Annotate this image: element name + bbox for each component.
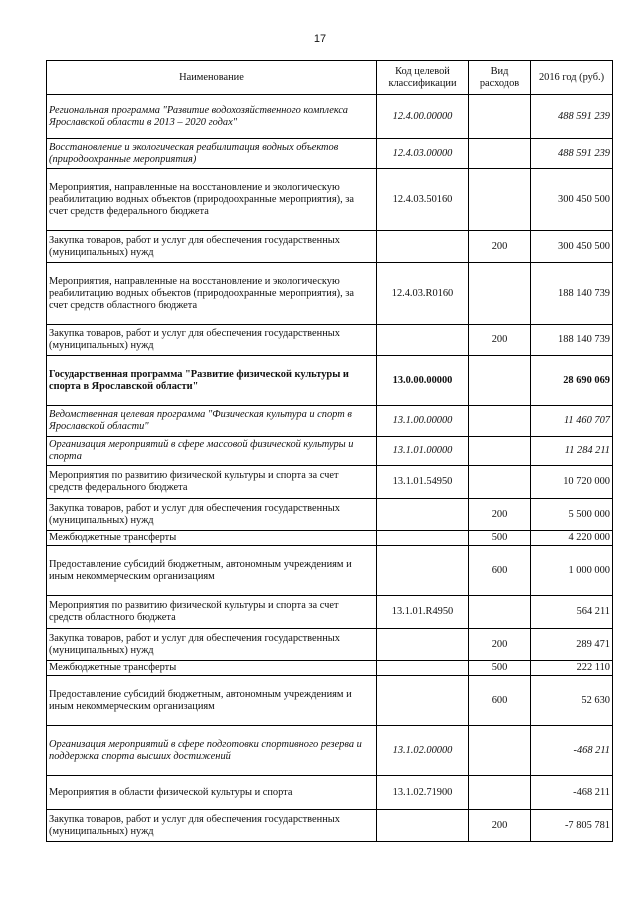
row-type: 200 — [469, 810, 531, 842]
table-row — [47, 499, 613, 531]
row-name: Ведомственная целевая программа "Физическая культура и спорт в Ярославской области" — [47, 406, 377, 437]
table-row — [47, 676, 613, 726]
page-number: 17 — [313, 33, 327, 45]
row-code: 12.4.03.00000 — [377, 139, 469, 169]
row-amount: -7 805 781 — [531, 810, 613, 842]
row-name: Закупка товаров, работ и услуг для обеспечения государственных (муниципальных) нужд — [47, 629, 377, 661]
row-name: Межбюджетные трансферты — [47, 531, 377, 546]
row-amount: 11 284 211 — [531, 437, 613, 466]
row-type — [469, 95, 531, 139]
row-name: Мероприятия в области физической культуры и спорта — [47, 776, 377, 810]
row-amount: 488 591 239 — [531, 139, 613, 169]
table-row — [47, 531, 613, 546]
row-amount: 28 690 069 — [531, 356, 613, 406]
header-type: Вид расходов — [469, 61, 531, 95]
table-row — [47, 546, 613, 596]
row-type: 200 — [469, 499, 531, 531]
row-code: 12.4.03.50160 — [377, 169, 469, 231]
table-row — [47, 726, 613, 776]
row-amount: 188 140 739 — [531, 325, 613, 356]
table-row — [47, 356, 613, 406]
row-type — [469, 263, 531, 325]
header-amount: 2016 год (руб.) — [531, 61, 613, 95]
row-name: Закупка товаров, работ и услуг для обеспечения государственных (муниципальных) нужд — [47, 325, 377, 356]
row-type: 500 — [469, 531, 531, 546]
row-code — [377, 325, 469, 356]
row-type — [469, 726, 531, 776]
row-amount: -468 211 — [531, 726, 613, 776]
row-code — [377, 531, 469, 546]
table-row — [47, 437, 613, 466]
table-row — [47, 139, 613, 169]
row-type: 200 — [469, 629, 531, 661]
table-row — [47, 325, 613, 356]
table-header — [47, 61, 613, 95]
row-code: 13.1.01.54950 — [377, 466, 469, 499]
row-name: Предоставление субсидий бюджетным, автономным учреждениям и иным некоммерческим организациям — [47, 546, 377, 596]
row-amount: 188 140 739 — [531, 263, 613, 325]
row-code: 13.1.02.00000 — [377, 726, 469, 776]
row-type — [469, 139, 531, 169]
table-row — [47, 231, 613, 263]
row-code: 12.4.03.R0160 — [377, 263, 469, 325]
row-amount: 222 110 — [531, 661, 613, 676]
row-name: Мероприятия, направленные на восстановление и экологическую реабилитацию водных объектов (природоохранные мероприятия), за счет средств федерального бюджета — [47, 169, 377, 231]
row-code: 13.1.01.R4950 — [377, 596, 469, 629]
table-row — [47, 466, 613, 499]
table-row — [47, 810, 613, 842]
table-row — [47, 629, 613, 661]
row-code — [377, 629, 469, 661]
row-name: Восстановление и экологическая реабилитация водных объектов (природоохранные мероприятия) — [47, 139, 377, 169]
table-row — [47, 263, 613, 325]
row-type — [469, 406, 531, 437]
row-code — [377, 810, 469, 842]
row-type — [469, 356, 531, 406]
row-amount: 289 471 — [531, 629, 613, 661]
table-row — [47, 596, 613, 629]
row-name: Мероприятия по развитию физической культуры и спорта за счет средств областного бюджета — [47, 596, 377, 629]
row-amount: 10 720 000 — [531, 466, 613, 499]
row-name: Организация мероприятий в сфере подготовки спортивного резерва и поддержка спорта высших достижений — [47, 726, 377, 776]
row-amount: 5 500 000 — [531, 499, 613, 531]
row-type: 200 — [469, 231, 531, 263]
table-row — [47, 776, 613, 810]
table-row — [47, 661, 613, 676]
row-code — [377, 661, 469, 676]
row-type: 600 — [469, 546, 531, 596]
header-name: Наименование — [47, 61, 377, 95]
row-name: Закупка товаров, работ и услуг для обеспечения государственных (муниципальных) нужд — [47, 810, 377, 842]
row-amount: 52 630 — [531, 676, 613, 726]
header-code: Код целевой классификации — [377, 61, 469, 95]
row-name: Мероприятия, направленные на восстановление и экологическую реабилитацию водных объектов (природоохранные мероприятия), за счет средств областного бюджета — [47, 263, 377, 325]
row-code — [377, 499, 469, 531]
row-code — [377, 231, 469, 263]
row-name: Предоставление субсидий бюджетным, автономным учреждениям и иным некоммерческим организациям — [47, 676, 377, 726]
row-amount: -468 211 — [531, 776, 613, 810]
row-code: 13.1.01.00000 — [377, 437, 469, 466]
row-type: 600 — [469, 676, 531, 726]
row-amount: 4 220 000 — [531, 531, 613, 546]
row-name: Государственная программа "Развитие физической культуры и спорта в Ярославской области" — [47, 356, 377, 406]
row-name: Организация мероприятий в сфере массовой физической культуры и спорта — [47, 437, 377, 466]
table-row — [47, 95, 613, 139]
row-type: 200 — [469, 325, 531, 356]
row-code: 13.1.00.00000 — [377, 406, 469, 437]
row-amount: 300 450 500 — [531, 169, 613, 231]
row-amount: 488 591 239 — [531, 95, 613, 139]
table-row — [47, 169, 613, 231]
row-name: Межбюджетные трансферты — [47, 661, 377, 676]
row-code: 12.4.00.00000 — [377, 95, 469, 139]
row-code: 13.0.00.00000 — [377, 356, 469, 406]
row-name: Закупка товаров, работ и услуг для обеспечения государственных (муниципальных) нужд — [47, 499, 377, 531]
row-code — [377, 676, 469, 726]
row-amount: 1 000 000 — [531, 546, 613, 596]
budget-table — [46, 60, 613, 842]
row-type — [469, 169, 531, 231]
table-body — [47, 95, 613, 842]
row-type — [469, 437, 531, 466]
row-type: 500 — [469, 661, 531, 676]
row-type — [469, 776, 531, 810]
row-name: Закупка товаров, работ и услуг для обеспечения государственных (муниципальных) нужд — [47, 231, 377, 263]
row-amount: 300 450 500 — [531, 231, 613, 263]
row-amount: 564 211 — [531, 596, 613, 629]
row-code: 13.1.02.71900 — [377, 776, 469, 810]
table-row — [47, 406, 613, 437]
row-type — [469, 596, 531, 629]
row-amount: 11 460 707 — [531, 406, 613, 437]
row-name: Региональная программа "Развитие водохозяйственного комплекса Ярославской области в 2013 – 2020 годах" — [47, 95, 377, 139]
row-code — [377, 546, 469, 596]
row-type — [469, 466, 531, 499]
row-name: Мероприятия по развитию физической культуры и спорта за счет средств федерального бюджета — [47, 466, 377, 499]
